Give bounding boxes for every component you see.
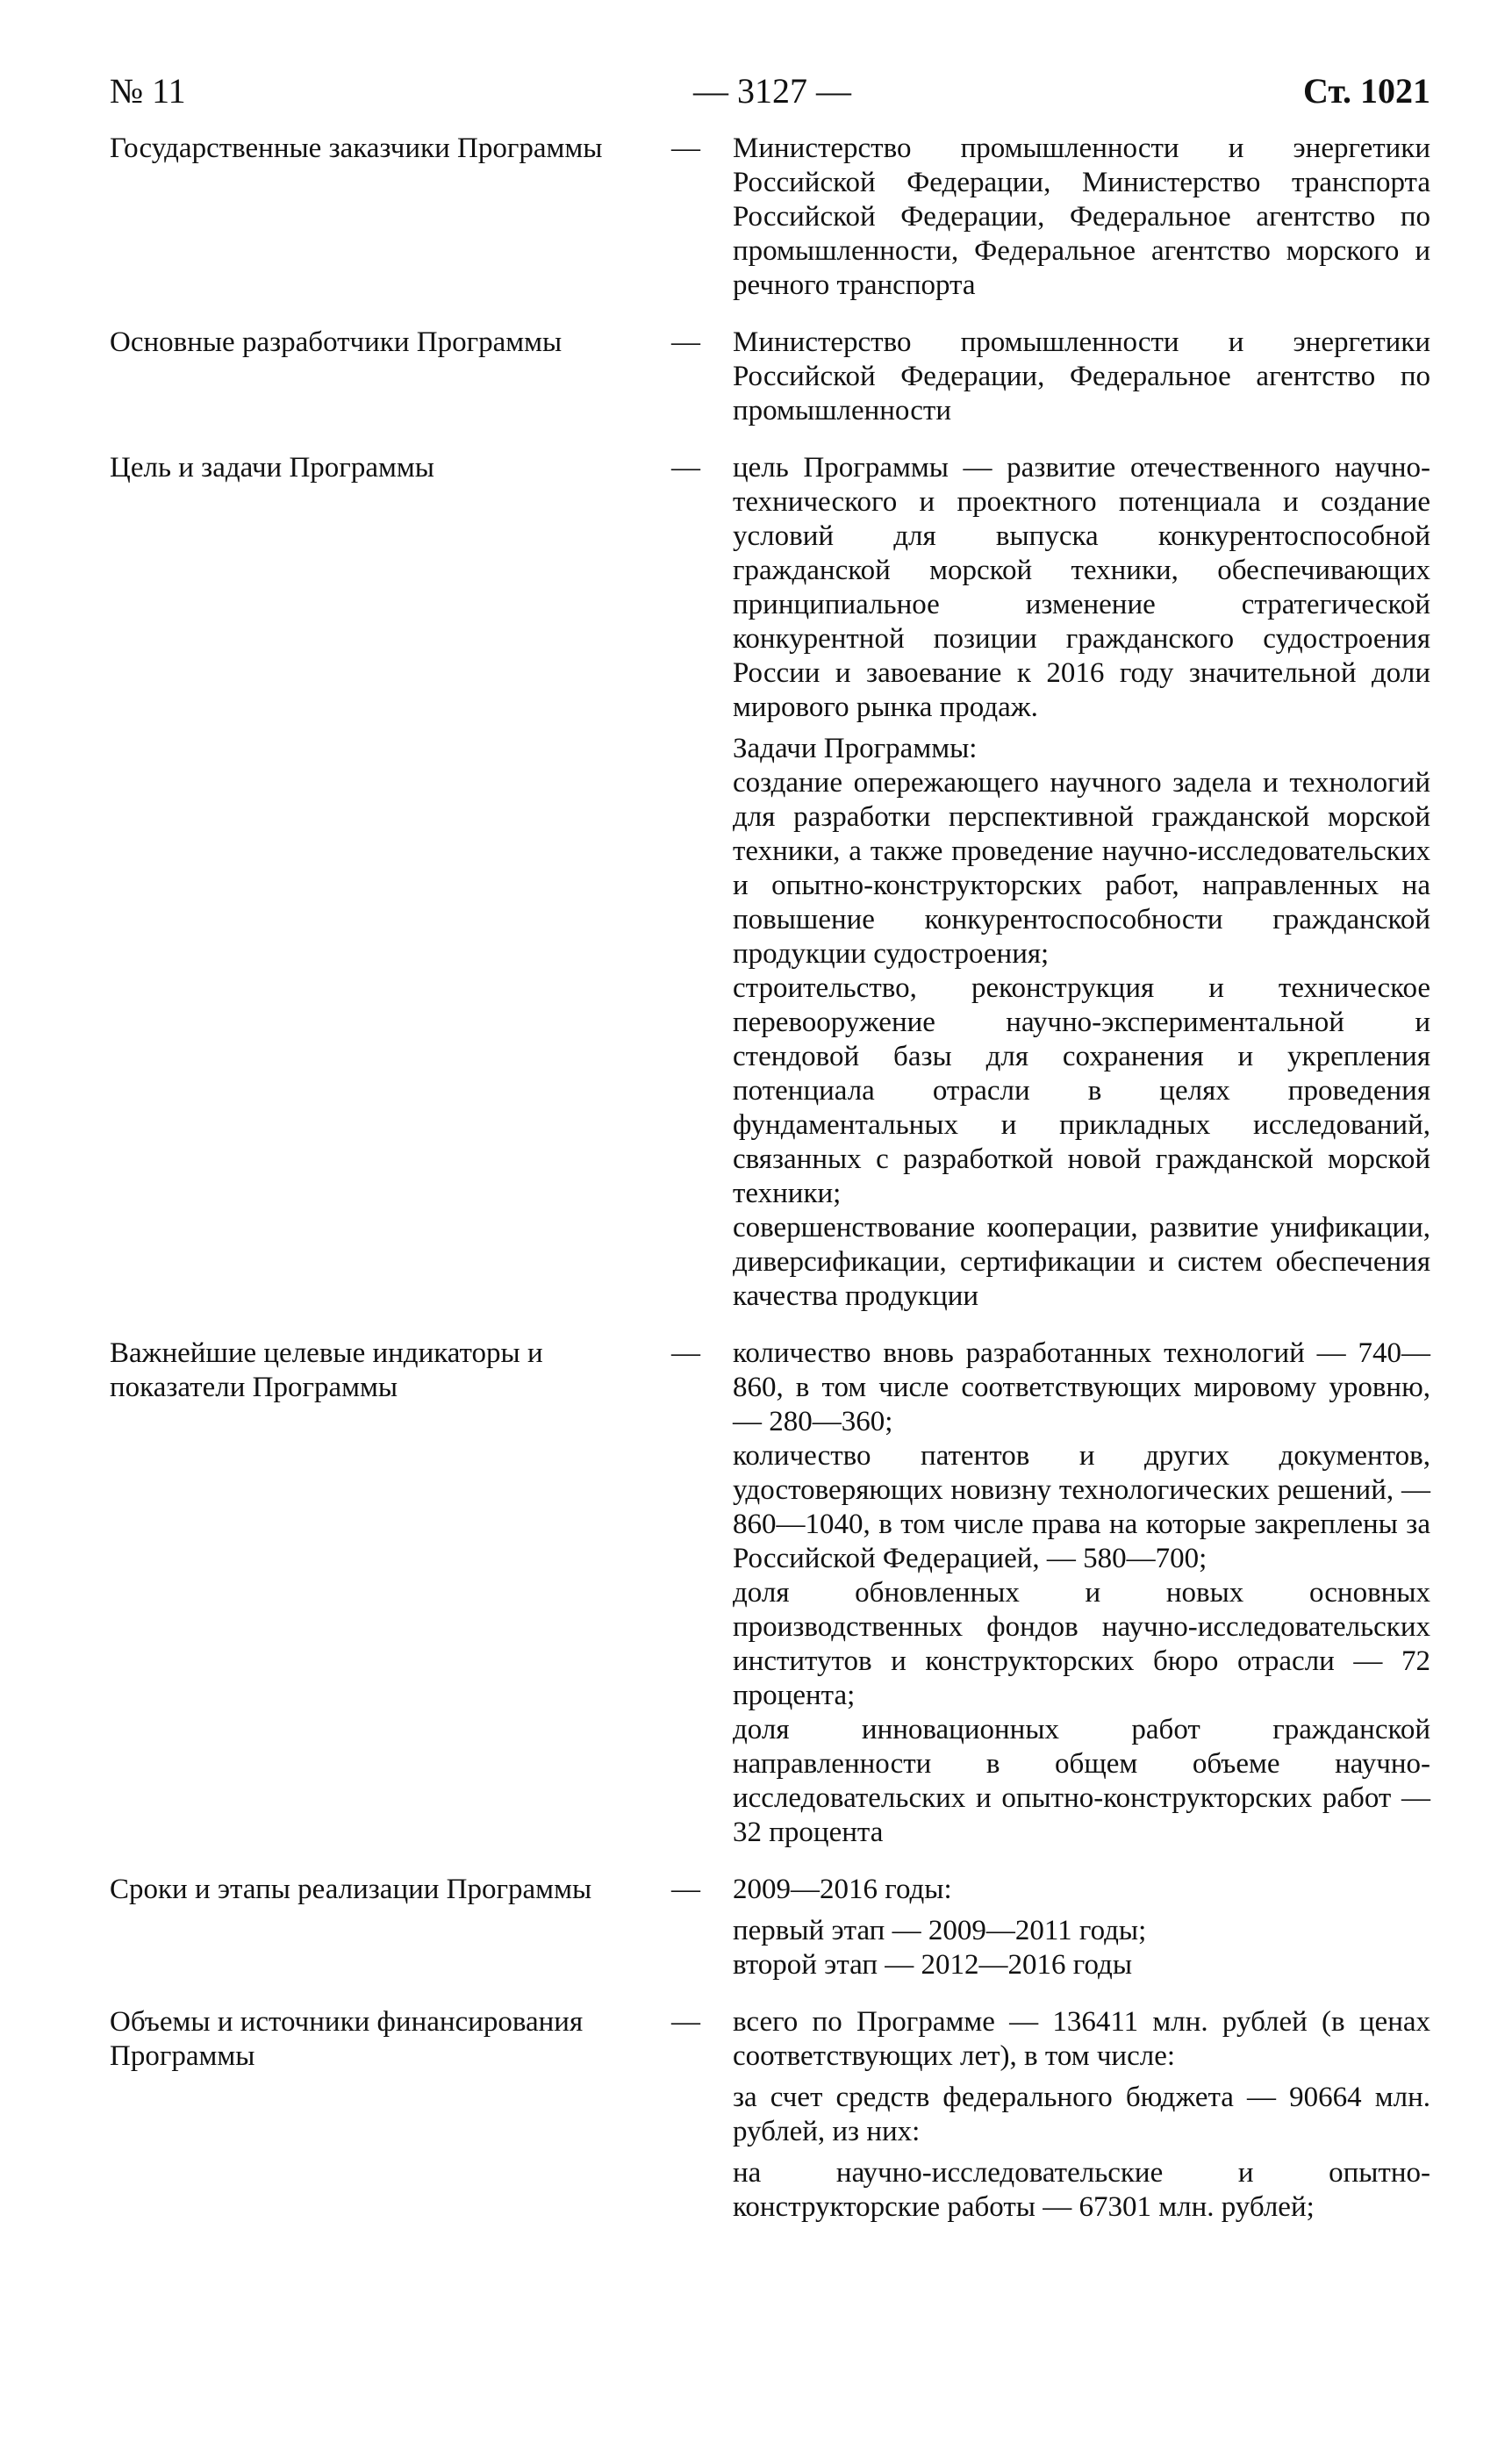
row-label: Цель и задачи Программы	[110, 452, 434, 484]
passport-row-timeline	[110, 1873, 1430, 1982]
passport-row-indicators	[110, 1337, 1430, 1850]
row-paragraph: совершенствование кооперации, развитие унификации, диверсификации, сертификации и систем обеспечения качества продукции	[733, 1212, 1430, 1312]
row-paragraph: количество вновь разработанных технологий — 740—860, в том числе соответствующих мировому уровню, — 280—360;	[733, 1337, 1430, 1437]
passport-row-funding	[110, 2005, 1430, 2225]
row-content	[733, 326, 1430, 428]
passport-row-goals	[110, 451, 1430, 1314]
row-label: Основные разработчики Программы	[110, 326, 563, 358]
row-label: Государственные заказчики Программы	[110, 133, 603, 164]
row-paragraph: на научно-исследовательские и опытно-конструкторские работы — 67301 млн. рублей;	[733, 2157, 1430, 2223]
passport-row-developers	[110, 326, 1430, 428]
row-dash: —	[671, 2006, 700, 2038]
row-paragraph: Министерство промышленности и энергетики Российской Федерации, Министерство транспорта Российской Федерации, Федеральное агентство по промышленности, Федеральное агентство морского и речного транспорта	[733, 133, 1430, 301]
page-number: — 3127 —	[693, 71, 851, 111]
row-paragraph: всего по Программе — 136411 млн. рублей (в ценах соответствующих лет), в том числе:	[733, 2006, 1430, 2072]
article-number: Ст. 1021	[1303, 71, 1430, 111]
row-paragraph: второй этап — 2012—2016 годы	[733, 1949, 1132, 1981]
row-paragraph: количество патентов и других документов, удостоверяющих новизну технологических решений, — 860—1040, в том числе права на которые закреплены за Российской Федерацией, — 580—700;	[733, 1440, 1430, 1574]
row-paragraph: доля обновленных и новых основных производственных фондов научно-исследовательских институтов и конструкторских бюро отрасли — 72 процента;	[733, 1577, 1430, 1711]
row-paragraph: первый этап — 2009—2011 годы;	[733, 1915, 1147, 1946]
row-paragraph: за счет средств федерального бюджета — 90664 млн. рублей, из них:	[733, 2082, 1430, 2147]
page-header	[110, 70, 1430, 132]
row-content	[733, 1873, 1430, 1982]
row-paragraph: создание опережающего научного задела и технологий для разработки перспективной гражданской морской техники, а также проведение научно-исследовательских и опытно-конструкторских работ, направленных на повышение конкурентоспособности гражданской продукции судостроения;	[733, 767, 1430, 970]
row-content	[733, 451, 1430, 1314]
row-content	[733, 2005, 1430, 2225]
row-dash: —	[671, 1874, 700, 1905]
row-content	[733, 132, 1430, 303]
row-paragraph: Министерство промышленности и энергетики Российской Федерации, Федеральное агентство по промышленности	[733, 326, 1430, 426]
row-label: Важнейшие целевые индикаторы и показатели Программы	[110, 1337, 543, 1403]
row-paragraph: строительство, реконструкция и техническое перевооружение научно-экспериментальной и стендовой базы для сохранения и укрепления потенциала отрасли в целях проведения фундаментальных и прикладных исследований, связанных с разработкой новой гражданской морской техники;	[733, 972, 1430, 1209]
row-label: Сроки и этапы реализации Программы	[110, 1874, 592, 1905]
row-content	[733, 1337, 1430, 1850]
row-paragraph: цель Программы — развитие отечественного научно-технического и проектного потенциала и создание условий для выпуска конкурентоспособной гражданской морской техники, обеспечивающих принципиальное изменение стратегической конкурентной позиции гражданского судостроения России и завоевание к 2016 году значительной доли мирового рынка продаж.	[733, 452, 1430, 723]
row-paragraph: Задачи Программы:	[733, 733, 978, 764]
row-dash: —	[671, 326, 700, 358]
row-label: Объемы и источники финансирования Программы	[110, 2006, 584, 2072]
row-dash: —	[671, 452, 700, 484]
passport-row-customers	[110, 132, 1430, 303]
row-dash: —	[671, 1337, 700, 1369]
document-page	[110, 70, 1430, 2247]
issue-number: № 11	[110, 71, 186, 111]
row-paragraph: доля инновационных работ гражданской направленности в общем объеме научно-исследовательских и опытно-конструкторских работ — 32 процента	[733, 1714, 1430, 1848]
row-paragraph: 2009—2016 годы:	[733, 1874, 952, 1905]
row-dash: —	[671, 133, 700, 164]
